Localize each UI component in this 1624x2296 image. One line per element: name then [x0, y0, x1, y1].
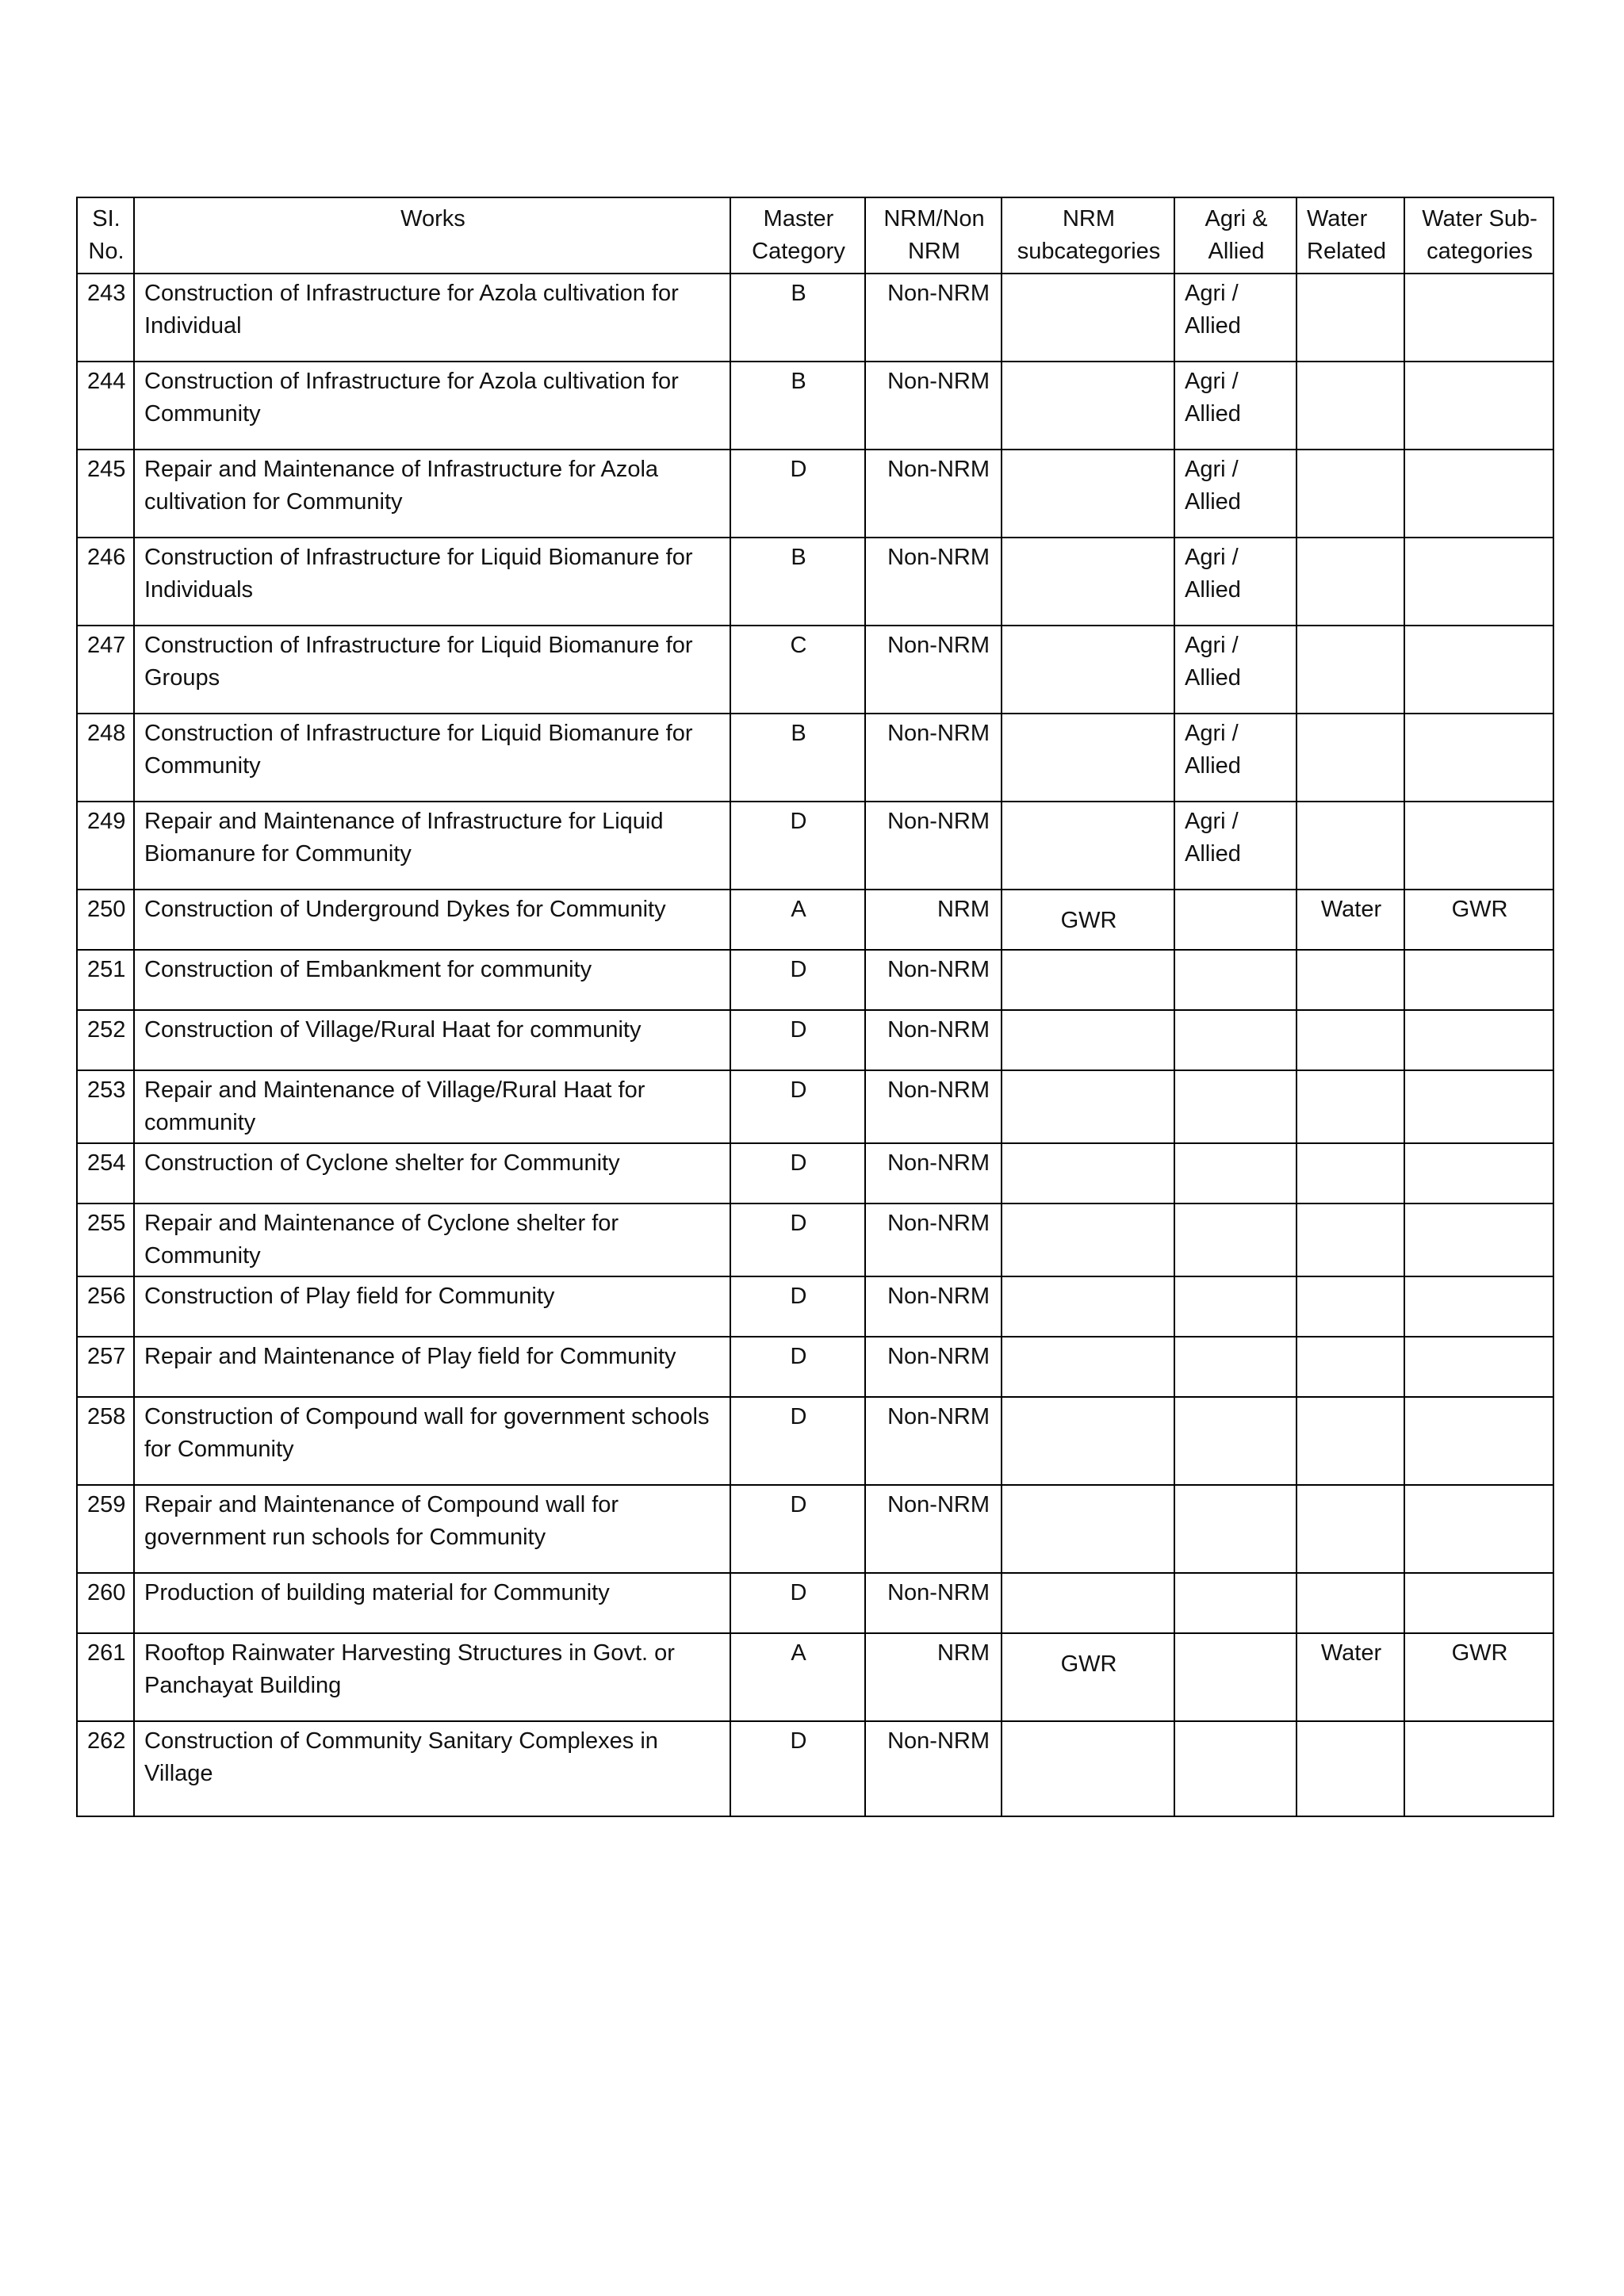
row-sl-no: 247 — [77, 626, 134, 714]
row-work: Construction of Embankment for community — [134, 950, 730, 1010]
row-water-subcategory — [1404, 1337, 1553, 1397]
header-sl-no: SI. No. — [77, 197, 134, 274]
row-master-category: B — [730, 274, 865, 362]
row-nrm-type: Non-NRM — [865, 714, 1002, 802]
row-water-subcategory — [1404, 1573, 1553, 1633]
row-master-category: D — [730, 1397, 865, 1485]
row-work: Repair and Maintenance of Compound wall for government run schools for Community — [134, 1485, 730, 1573]
row-water-subcategory — [1404, 538, 1553, 626]
row-nrm-type: Non-NRM — [865, 1276, 1002, 1337]
row-master-category: D — [730, 1485, 865, 1573]
table-row — [77, 1633, 1553, 1721]
row-work: Construction of Infrastructure for Liquid Biomanure for Individuals — [134, 538, 730, 626]
row-nrm-type: Non-NRM — [865, 274, 1002, 362]
header-water-subcategories: Water Sub- categories — [1404, 197, 1553, 274]
row-water-related — [1297, 1485, 1404, 1573]
row-water-related: Water — [1297, 1633, 1404, 1721]
row-agri-allied — [1174, 1143, 1297, 1203]
row-agri-allied — [1174, 1573, 1297, 1633]
row-sl-no: 253 — [77, 1070, 134, 1143]
row-water-subcategory — [1404, 950, 1553, 1010]
row-nrm-subcategory — [1002, 1276, 1174, 1337]
row-work: Construction of Infrastructure for Azola cultivation for Individual — [134, 274, 730, 362]
row-sl-no: 251 — [77, 950, 134, 1010]
row-nrm-subcategory — [1002, 1573, 1174, 1633]
row-master-category: D — [730, 1276, 865, 1337]
row-nrm-type: Non-NRM — [865, 1203, 1002, 1276]
row-water-subcategory — [1404, 450, 1553, 538]
row-master-category: A — [730, 1633, 865, 1721]
table-row — [77, 1203, 1553, 1276]
row-water-subcategory — [1404, 1203, 1553, 1276]
row-work: Repair and Maintenance of Cyclone shelter for Community — [134, 1203, 730, 1276]
row-water-subcategory — [1404, 274, 1553, 362]
row-nrm-subcategory — [1002, 1010, 1174, 1070]
row-work: Construction of Compound wall for government schools for Community — [134, 1397, 730, 1485]
row-work: Construction of Underground Dykes for Community — [134, 890, 730, 950]
row-agri-allied — [1174, 890, 1297, 950]
row-water-related — [1297, 538, 1404, 626]
row-nrm-type: Non-NRM — [865, 1397, 1002, 1485]
row-master-category: D — [730, 1010, 865, 1070]
row-work: Construction of Cyclone shelter for Community — [134, 1143, 730, 1203]
row-water-related — [1297, 802, 1404, 890]
row-nrm-subcategory — [1002, 538, 1174, 626]
row-work: Repair and Maintenance of Infrastructure for Azola cultivation for Community — [134, 450, 730, 538]
header-nrm-non-nrm: NRM/Non NRM — [865, 197, 1002, 274]
row-nrm-subcategory — [1002, 1143, 1174, 1203]
row-sl-no: 255 — [77, 1203, 134, 1276]
row-master-category: D — [730, 1573, 865, 1633]
row-water-subcategory — [1404, 802, 1553, 890]
row-nrm-type: Non-NRM — [865, 802, 1002, 890]
row-master-category: D — [730, 1070, 865, 1143]
row-sl-no: 261 — [77, 1633, 134, 1721]
row-sl-no: 243 — [77, 274, 134, 362]
row-work: Construction of Village/Rural Haat for community — [134, 1010, 730, 1070]
row-sl-no: 244 — [77, 362, 134, 450]
row-sl-no: 260 — [77, 1573, 134, 1633]
row-master-category: D — [730, 1143, 865, 1203]
row-nrm-subcategory — [1002, 1485, 1174, 1573]
row-agri-allied: Agri / Allied — [1174, 714, 1297, 802]
row-sl-no: 250 — [77, 890, 134, 950]
row-sl-no: 259 — [77, 1485, 134, 1573]
row-master-category: B — [730, 362, 865, 450]
row-nrm-subcategory — [1002, 1721, 1174, 1816]
row-agri-allied — [1174, 1203, 1297, 1276]
row-agri-allied: Agri / Allied — [1174, 802, 1297, 890]
row-agri-allied: Agri / Allied — [1174, 274, 1297, 362]
row-water-subcategory — [1404, 1397, 1553, 1485]
row-sl-no: 257 — [77, 1337, 134, 1397]
row-nrm-type: Non-NRM — [865, 626, 1002, 714]
row-agri-allied — [1174, 1010, 1297, 1070]
row-nrm-type: Non-NRM — [865, 950, 1002, 1010]
row-sl-no: 248 — [77, 714, 134, 802]
row-nrm-subcategory — [1002, 1337, 1174, 1397]
header-master-category: Master Category — [730, 197, 865, 274]
row-nrm-subcategory — [1002, 274, 1174, 362]
table-row — [77, 362, 1553, 450]
header-works: Works — [134, 197, 730, 274]
row-work: Repair and Maintenance of Village/Rural Haat for community — [134, 1070, 730, 1143]
table-row — [77, 450, 1553, 538]
row-water-related — [1297, 1143, 1404, 1203]
header-nrm-subcategories: NRM subcategories — [1002, 197, 1174, 274]
row-water-related — [1297, 1276, 1404, 1337]
row-water-related: Water — [1297, 890, 1404, 950]
table-row — [77, 1573, 1553, 1633]
row-water-subcategory — [1404, 362, 1553, 450]
row-work: Rooftop Rainwater Harvesting Structures in Govt. or Panchayat Building — [134, 1633, 730, 1721]
row-work: Repair and Maintenance of Play field for Community — [134, 1337, 730, 1397]
row-work: Construction of Infrastructure for Azola cultivation for Community — [134, 362, 730, 450]
header-agri-allied: Agri & Allied — [1174, 197, 1297, 274]
row-master-category: D — [730, 950, 865, 1010]
row-nrm-type: Non-NRM — [865, 1721, 1002, 1816]
row-water-subcategory: GWR — [1404, 1633, 1553, 1721]
row-water-related — [1297, 1721, 1404, 1816]
row-nrm-subcategory — [1002, 1203, 1174, 1276]
row-water-subcategory — [1404, 1070, 1553, 1143]
row-work: Construction of Infrastructure for Liquid Biomanure for Community — [134, 714, 730, 802]
table-row — [77, 1143, 1553, 1203]
row-agri-allied: Agri / Allied — [1174, 626, 1297, 714]
row-agri-allied: Agri / Allied — [1174, 538, 1297, 626]
table-row — [77, 626, 1553, 714]
row-master-category: A — [730, 890, 865, 950]
row-nrm-subcategory — [1002, 450, 1174, 538]
row-work: Production of building material for Community — [134, 1573, 730, 1633]
row-master-category: C — [730, 626, 865, 714]
row-nrm-type: Non-NRM — [865, 362, 1002, 450]
row-water-subcategory — [1404, 1010, 1553, 1070]
row-agri-allied — [1174, 1721, 1297, 1816]
table-row — [77, 1070, 1553, 1143]
row-sl-no: 262 — [77, 1721, 134, 1816]
row-sl-no: 246 — [77, 538, 134, 626]
table-row — [77, 1276, 1553, 1337]
row-water-subcategory — [1404, 1276, 1553, 1337]
row-master-category: B — [730, 714, 865, 802]
row-water-related — [1297, 1010, 1404, 1070]
row-nrm-subcategory — [1002, 626, 1174, 714]
row-agri-allied — [1174, 1485, 1297, 1573]
table-row — [77, 1337, 1553, 1397]
row-nrm-type: NRM — [865, 890, 1002, 950]
row-water-related — [1297, 626, 1404, 714]
table-row — [77, 1010, 1553, 1070]
row-water-related — [1297, 1070, 1404, 1143]
row-water-related — [1297, 362, 1404, 450]
table-row — [77, 538, 1553, 626]
row-nrm-type: Non-NRM — [865, 1337, 1002, 1397]
table-body — [77, 274, 1553, 1816]
row-nrm-subcategory: GWR — [1002, 890, 1174, 950]
row-nrm-type: Non-NRM — [865, 1070, 1002, 1143]
row-agri-allied — [1174, 1633, 1297, 1721]
row-agri-allied — [1174, 1397, 1297, 1485]
row-work: Repair and Maintenance of Infrastructure for Liquid Biomanure for Community — [134, 802, 730, 890]
row-nrm-type: Non-NRM — [865, 1573, 1002, 1633]
row-nrm-type: Non-NRM — [865, 538, 1002, 626]
table-row — [77, 890, 1553, 950]
row-agri-allied: Agri / Allied — [1174, 450, 1297, 538]
row-water-subcategory — [1404, 714, 1553, 802]
row-sl-no: 254 — [77, 1143, 134, 1203]
row-water-related — [1297, 450, 1404, 538]
row-work: Construction of Community Sanitary Complexes in Village — [134, 1721, 730, 1816]
row-water-related — [1297, 714, 1404, 802]
row-water-subcategory: GWR — [1404, 890, 1553, 950]
table-header-row — [77, 197, 1553, 274]
row-water-related — [1297, 274, 1404, 362]
row-water-related — [1297, 1573, 1404, 1633]
row-master-category: D — [730, 1337, 865, 1397]
table-row — [77, 1397, 1553, 1485]
row-sl-no: 256 — [77, 1276, 134, 1337]
row-agri-allied — [1174, 1337, 1297, 1397]
row-nrm-subcategory: GWR — [1002, 1633, 1174, 1721]
row-water-related — [1297, 1203, 1404, 1276]
row-sl-no: 245 — [77, 450, 134, 538]
row-water-related — [1297, 1397, 1404, 1485]
row-agri-allied — [1174, 1276, 1297, 1337]
row-master-category: B — [730, 538, 865, 626]
row-nrm-type: Non-NRM — [865, 450, 1002, 538]
row-nrm-type: Non-NRM — [865, 1485, 1002, 1573]
row-master-category: D — [730, 802, 865, 890]
row-nrm-type: Non-NRM — [865, 1143, 1002, 1203]
row-nrm-subcategory — [1002, 1070, 1174, 1143]
row-water-subcategory — [1404, 1485, 1553, 1573]
table-row — [77, 1485, 1553, 1573]
row-master-category: D — [730, 450, 865, 538]
table-row — [77, 1721, 1553, 1816]
row-nrm-subcategory — [1002, 802, 1174, 890]
row-nrm-subcategory — [1002, 362, 1174, 450]
row-agri-allied — [1174, 950, 1297, 1010]
table-row — [77, 950, 1553, 1010]
row-nrm-subcategory — [1002, 714, 1174, 802]
row-nrm-subcategory — [1002, 950, 1174, 1010]
row-water-subcategory — [1404, 626, 1553, 714]
row-sl-no: 249 — [77, 802, 134, 890]
row-water-subcategory — [1404, 1143, 1553, 1203]
row-water-related — [1297, 1337, 1404, 1397]
row-work: Construction of Infrastructure for Liquid Biomanure for Groups — [134, 626, 730, 714]
row-nrm-type: Non-NRM — [865, 1010, 1002, 1070]
row-master-category: D — [730, 1203, 865, 1276]
row-sl-no: 258 — [77, 1397, 134, 1485]
row-agri-allied — [1174, 1070, 1297, 1143]
table-row — [77, 274, 1553, 362]
header-water-related: Water Related — [1297, 197, 1404, 274]
row-work: Construction of Play field for Community — [134, 1276, 730, 1337]
table-row — [77, 714, 1553, 802]
table-row — [77, 802, 1553, 890]
row-sl-no: 252 — [77, 1010, 134, 1070]
row-nrm-type: NRM — [865, 1633, 1002, 1721]
row-water-related — [1297, 950, 1404, 1010]
row-water-subcategory — [1404, 1721, 1553, 1816]
row-agri-allied: Agri / Allied — [1174, 362, 1297, 450]
row-master-category: D — [730, 1721, 865, 1816]
row-nrm-subcategory — [1002, 1397, 1174, 1485]
works-table — [76, 197, 1554, 1817]
